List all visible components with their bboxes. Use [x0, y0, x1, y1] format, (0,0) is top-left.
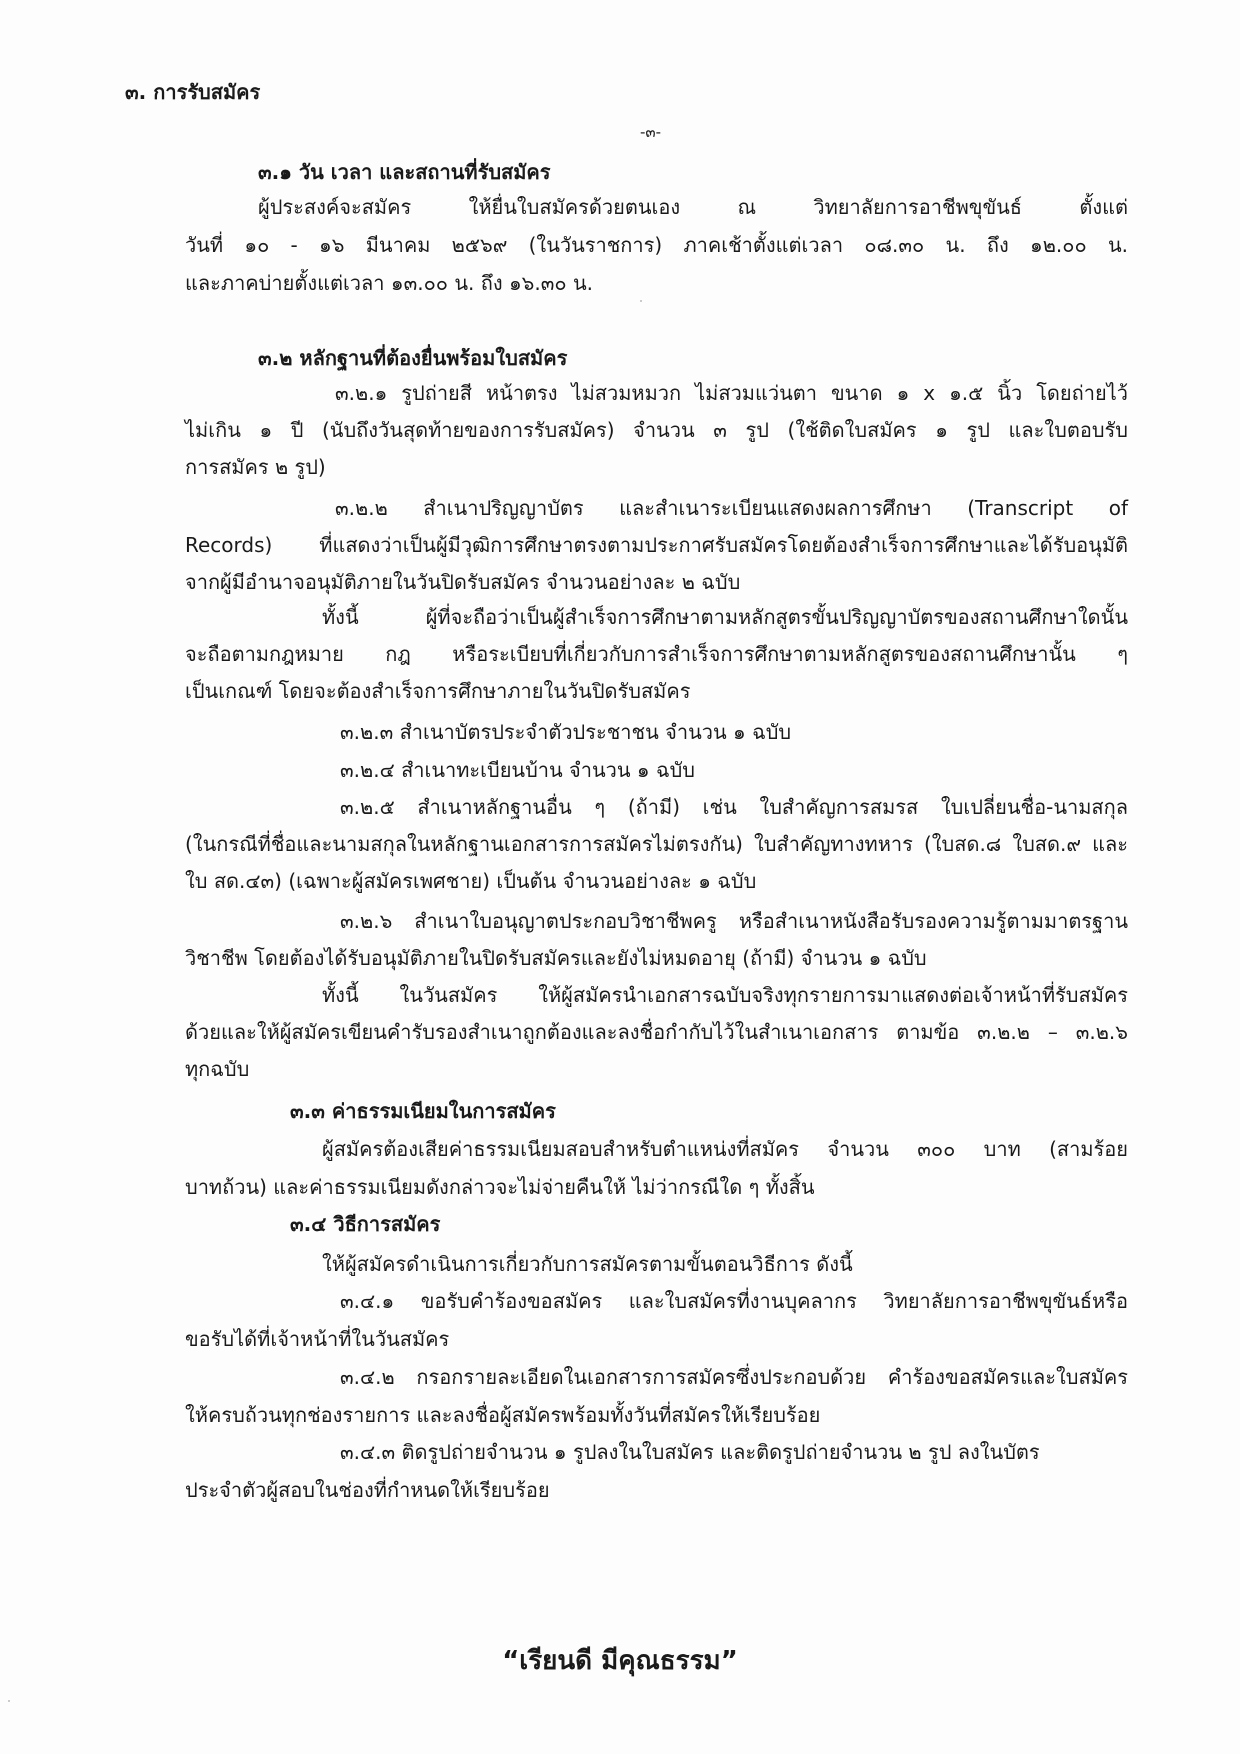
- paragraph-line: บาทถ้วน) และค่าธรรมเนียมดังกล่าวจะไม่จ่ายคืนให้ ไม่ว่ากรณีใด ๆ ทั้งสิ้น: [185, 1175, 815, 1199]
- heading-3-2: ๓.๒ หลักฐานที่ต้องยื่นพร้อมใบสมัคร: [258, 346, 568, 370]
- paragraph-line: ให้ผู้สมัครดำเนินการเกี่ยวกับการสมัครตามขั้นตอนวิธีการ ดังนี้: [322, 1252, 853, 1276]
- paragraph-line: ใบ สด.๔๓) (เฉพาะผู้สมัครเพศชาย) เป็นต้น จำนวนอย่างละ ๑ ฉบับ: [185, 869, 757, 893]
- paragraph-line: ให้ครบถ้วนทุกช่องรายการ และลงชื่อผู้สมัครพร้อมทั้งวันที่สมัครให้เรียบร้อย: [185, 1403, 821, 1427]
- scan-speck: [8, 1700, 10, 1702]
- item-3-4-3: ๓.๔.๓ ติดรูปถ่ายจำนวน ๑ รูปลงในใบสมัคร และติดรูปถ่ายจำนวน ๒ รูป ลงในบัตร: [340, 1440, 1040, 1464]
- paragraph-line: ผู้ประสงค์จะสมัคร ให้ยื่นใบสมัครด้วยตนเอง ณ วิทยาลัยการอาชีพขุขันธ์ ตั้งแต่: [258, 195, 1128, 219]
- paragraph-line: และภาคบ่ายตั้งแต่เวลา ๑๓.๐๐ น. ถึง ๑๖.๓๐ น.: [185, 271, 593, 295]
- paragraph-line: ด้วยและให้ผู้สมัครเขียนคำรับรองสำเนาถูกต้องและลงชื่อกำกับไว้ในสำเนาเอกสาร ตามข้อ ๓.๒.๒ – ๓.๒.๖: [185, 1020, 1128, 1044]
- item-3-2-1: ๓.๒.๑ รูปถ่ายสี หน้าตรง ไม่สวมหมวก ไม่สวมแว่นตา ขนาด ๑ x ๑.๕ นิ้ว โดยถ่ายไว้: [335, 381, 1128, 405]
- paragraph-line: เป็นเกณฑ์ โดยจะต้องสำเร็จการศึกษาภายในวันปิดรับสมัคร: [185, 679, 691, 703]
- paragraph-line: จะถือตามกฎหมาย กฎ หรือระเบียบที่เกี่ยวกับการสำเร็จการศึกษาตามหลักสูตรของสถานศึกษานั้น ๆ: [185, 642, 1128, 666]
- item-3-2-6: ๓.๒.๖ สำเนาใบอนุญาตประกอบวิชาชีพครู หรือสำเนาหนังสือรับรองความรู้ตามมาตรฐาน: [340, 909, 1128, 933]
- paragraph-line: ทุกฉบับ: [185, 1057, 250, 1081]
- paragraph-line: การสมัคร ๒ รูป): [185, 455, 326, 479]
- motto-footer: “เรียนดี มีคุณธรรม”: [502, 1646, 738, 1676]
- paragraph-line: วันที่ ๑๐ - ๑๖ มีนาคม ๒๕๖๙ (ในวันราชการ) ภาคเช้าตั้งแต่เวลา ๐๘.๓๐ น. ถึง ๑๒.๐๐ น.: [185, 233, 1128, 257]
- heading-3-1: ๓.๑ วัน เวลา และสถานที่รับสมัคร: [258, 160, 551, 184]
- paragraph-line: วิชาชีพ โดยต้องได้รับอนุมัติภายในปิดรับสมัครและยังไม่หมดอายุ (ถ้ามี) จำนวน ๑ ฉบับ: [185, 946, 927, 970]
- item-3-4-2: ๓.๔.๒ กรอกรายละเอียดในเอกสารการสมัครซึ่งประกอบด้วย คำร้องขอสมัครและใบสมัคร: [340, 1365, 1128, 1389]
- paragraph-line: ทั้งนี้ ในวันสมัคร ให้ผู้สมัครนำเอกสารฉบับจริงทุกรายการมาแสดงต่อเจ้าหน้าที่รับสมัคร: [322, 983, 1128, 1007]
- section-title: ๓. การรับสมัคร: [125, 80, 261, 104]
- heading-3-3: ๓.๓ ค่าธรรมเนียมในการสมัคร: [290, 1099, 556, 1123]
- heading-3-4: ๓.๔ วิธีการสมัคร: [290, 1212, 441, 1236]
- item-3-4-1: ๓.๔.๑ ขอรับคำร้องขอสมัคร และใบสมัครที่งานบุคลากร วิทยาลัยการอาชีพขุขันธ์หรือ: [340, 1289, 1128, 1313]
- item-3-2-5: ๓.๒.๕ สำเนาหลักฐานอื่น ๆ (ถ้ามี) เช่น ใบสำคัญการสมรส ใบเปลี่ยนชื่อ-นามสกุล: [340, 795, 1128, 819]
- paragraph-line: ผู้สมัครต้องเสียค่าธรรมเนียมสอบสำหรับตำแหน่งที่สมัคร จำนวน ๓๐๐ บาท (สามร้อย: [322, 1137, 1128, 1161]
- paragraph-line: ทั้งนี้ ผู้ที่จะถือว่าเป็นผู้สำเร็จการศึกษาตามหลักสูตรขั้นปริญญาบัตรของสถานศึกษาใดนั้น: [322, 605, 1128, 629]
- paragraph-line: ประจำตัวผู้สอบในช่องที่กำหนดให้เรียบร้อย: [185, 1478, 550, 1502]
- paragraph-line: ไม่เกิน ๑ ปี (นับถึงวันสุดท้ายของการรับสมัคร) จำนวน ๓ รูป (ใช้ติดใบสมัคร ๑ รูป และใบตอบรับ: [185, 418, 1128, 442]
- paragraph-line: จากผู้มีอำนาจอนุมัติภายในวันปิดรับสมัคร จำนวนอย่างละ ๒ ฉบับ: [185, 570, 741, 594]
- page-number: -๓-: [640, 123, 662, 141]
- item-3-2-4: ๓.๒.๔ สำเนาทะเบียนบ้าน จำนวน ๑ ฉบับ: [340, 758, 695, 782]
- paragraph-line: ขอรับได้ที่เจ้าหน้าที่ในวันสมัคร: [185, 1327, 450, 1351]
- paragraph-line: Records) ที่แสดงว่าเป็นผู้มีวุฒิการศึกษาตรงตามประกาศรับสมัครโดยต้องสำเร็จการศึกษาและได้รับอนุมัติ: [185, 533, 1128, 557]
- paragraph-line: (ในกรณีที่ชื่อและนามสกุลในหลักฐานเอกสารการสมัครไม่ตรงกัน) ใบสำคัญทางทหาร (ใบสด.๘ ใบสด.๙ และ: [185, 832, 1128, 856]
- item-3-2-3: ๓.๒.๓ สำเนาบัตรประจำตัวประชาชน จำนวน ๑ ฉบับ: [340, 720, 792, 744]
- item-3-2-2: ๓.๒.๒ สำเนาปริญญาบัตร และสำเนาระเบียนแสดงผลการศึกษา (Transcript of: [335, 496, 1128, 520]
- scan-speck: [640, 300, 642, 302]
